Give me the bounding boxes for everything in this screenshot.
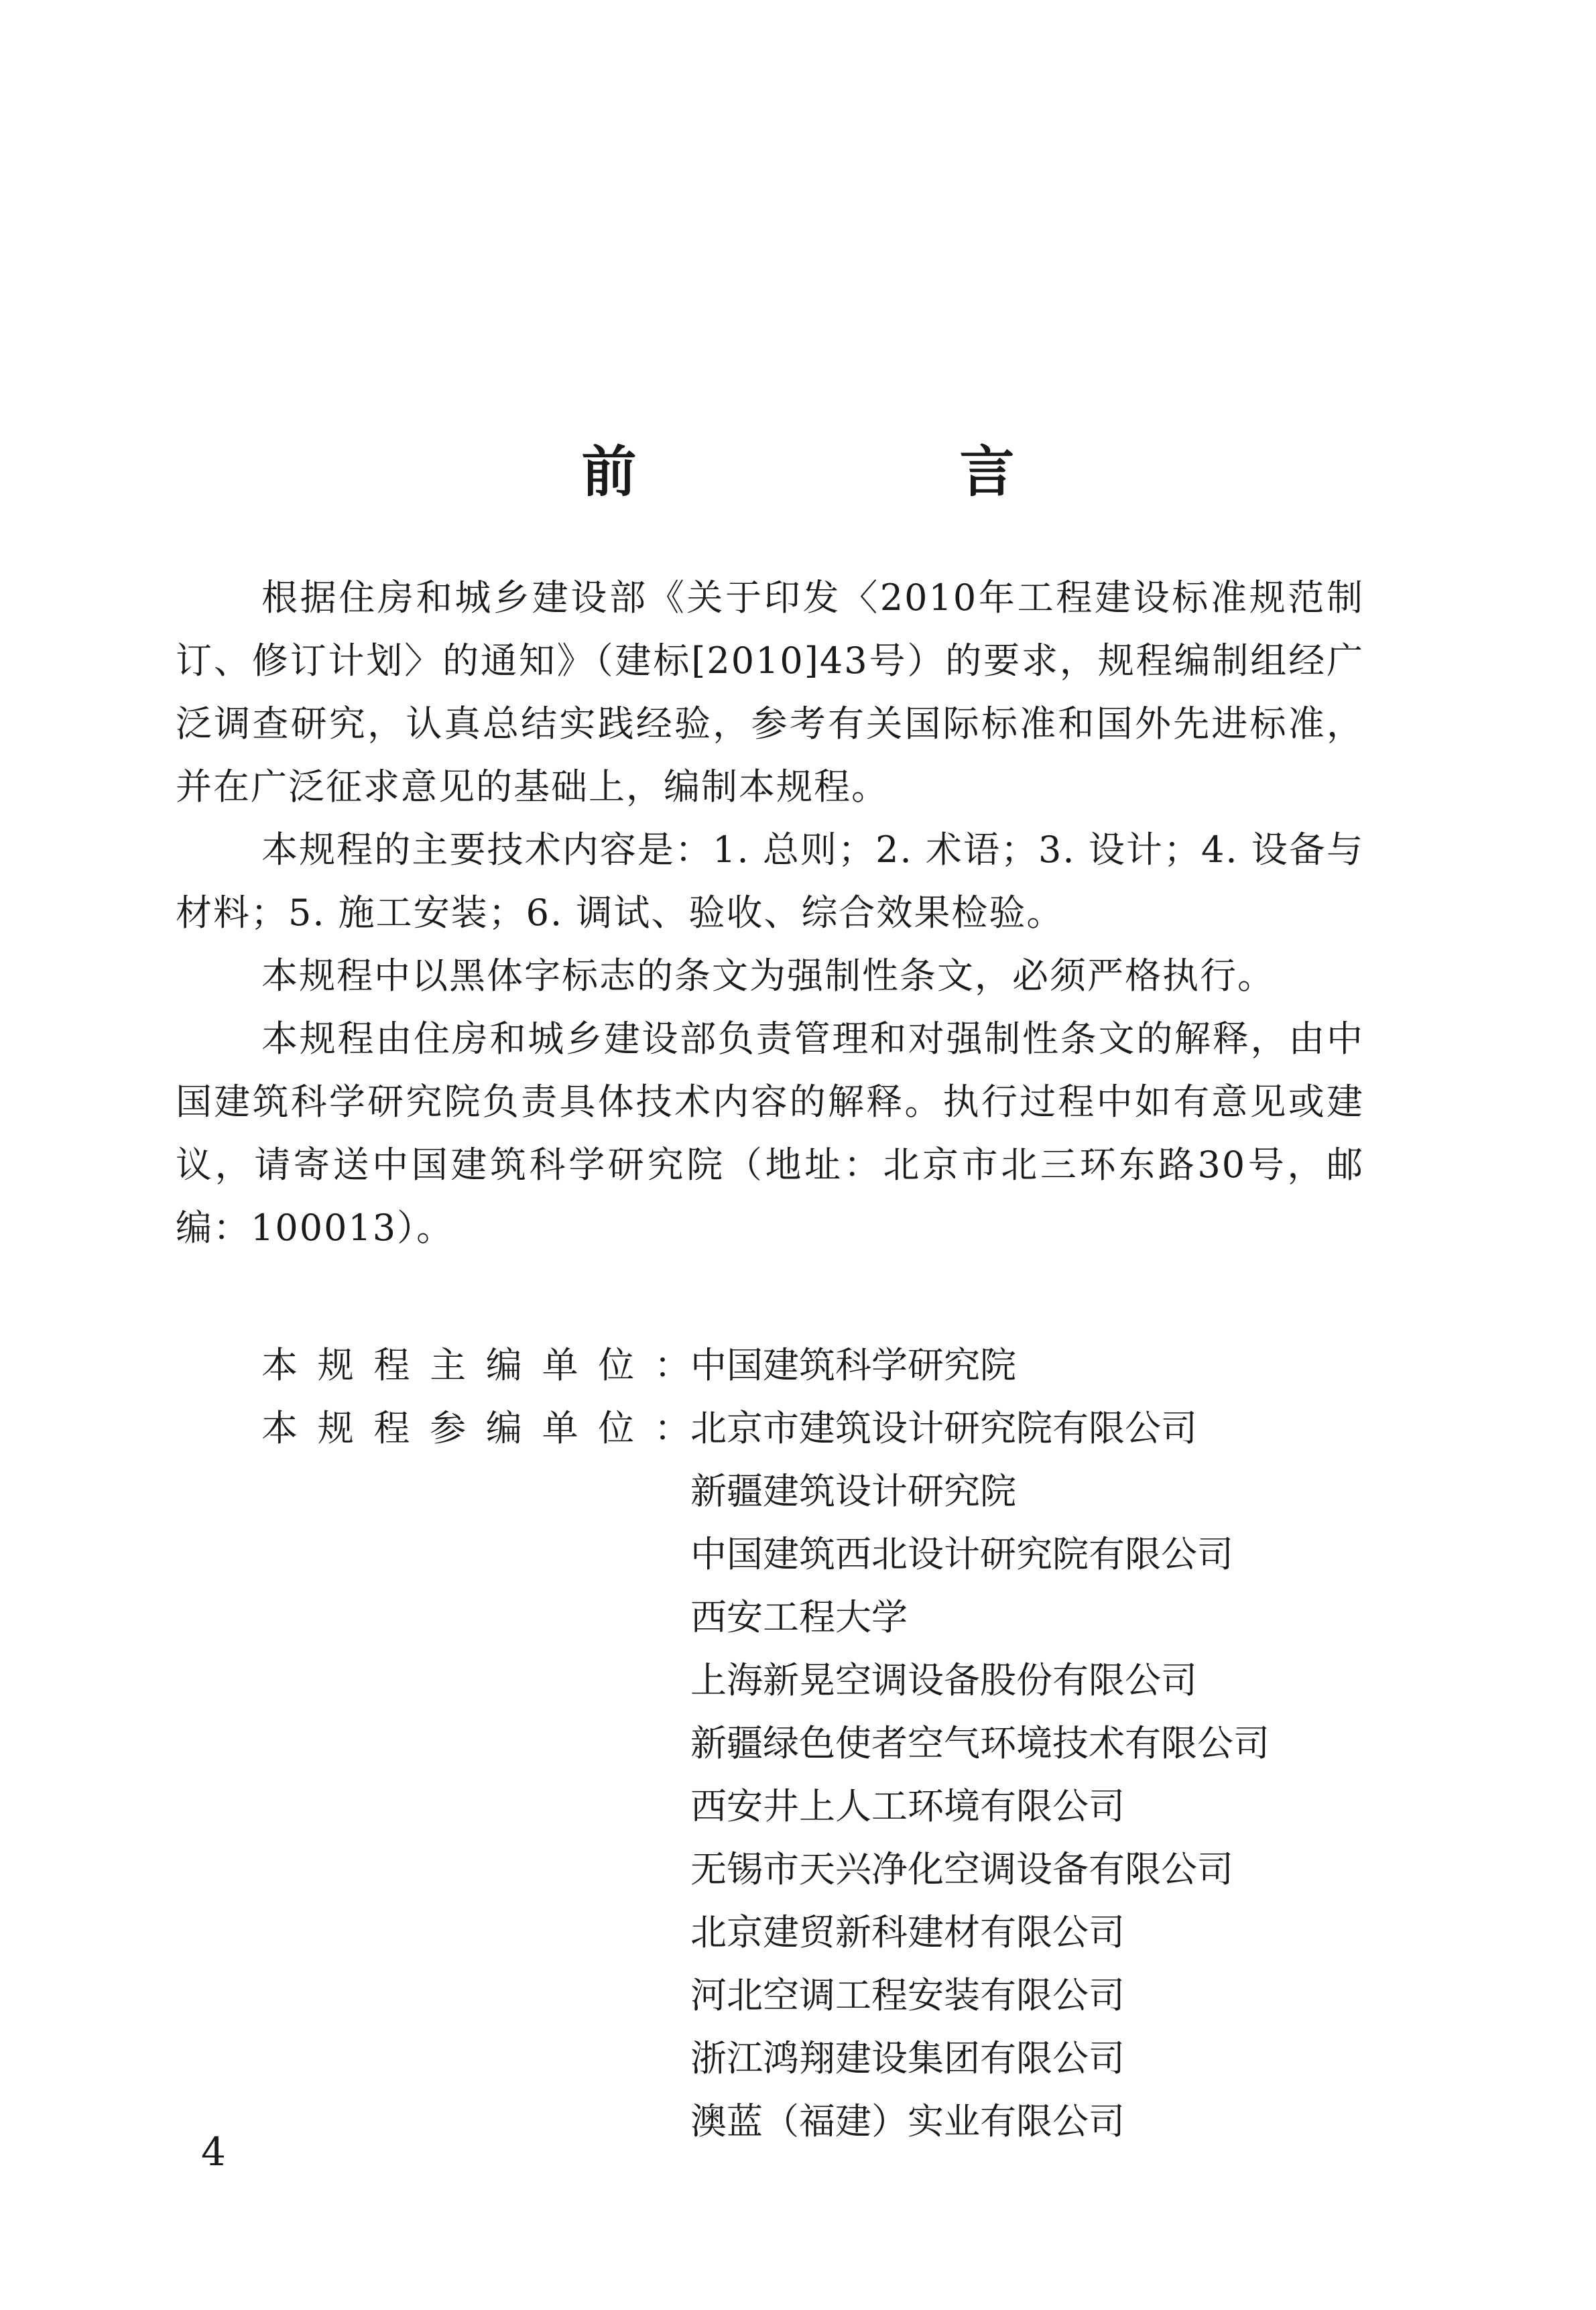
- participating-unit: 澳蓝（福建）实业有限公司: [690, 2100, 1125, 2142]
- participating-unit: 西安井上人工环境有限公司: [690, 1785, 1125, 1827]
- paragraph-management: 本规程由住房和城乡建设部负责管理和对强制性条文的解释，由中国建筑科学研究院负责具体技术内容的解释。执行过程中如有意见或建议，请寄送中国建筑科学研究院（地址：北京市北三环东路30号，邮编：100013）。: [176, 1018, 1364, 1249]
- participating-unit: 北京市建筑设计研究院有限公司: [690, 1407, 1197, 1449]
- paragraph-basis: 根据住房和城乡建设部《关于印发〈2010年工程建设标准规范制订、修订计划〉的通知》（建标[2010]43号）的要求，规程编制组经广泛调查研究，认真总结实践经验，参考有关国际标准和国外先进标准，并在广泛征求意见的基础上，编制本规程。: [176, 576, 1364, 808]
- participating-unit: 无锡市天兴净化空调设备有限公司: [690, 1848, 1233, 1890]
- participating-unit: 上海新晃空调设备股份有限公司: [690, 1659, 1197, 1701]
- participating-unit: 北京建贸新科建材有限公司: [690, 1911, 1125, 1953]
- foreword-body: [176, 566, 1364, 1260]
- participating-units-label: 本规程参编单位：: [261, 1407, 690, 1449]
- participating-unit: 浙江鸿翔建设集团有限公司: [690, 2037, 1125, 2079]
- chief-unit-label: 本规程主编单位：: [261, 1344, 690, 1386]
- participating-units-row: [261, 1397, 1270, 2153]
- participating-unit: 西安工程大学: [690, 1596, 908, 1638]
- drafting-units: [261, 1334, 1270, 2153]
- page-number: 4: [201, 2129, 226, 2175]
- participating-unit: 中国建筑西北设计研究院有限公司: [690, 1533, 1233, 1575]
- paragraph-mandatory: 本规程中以黑体字标志的条文为强制性条文，必须严格执行。: [261, 955, 1275, 997]
- paragraph-main-content: 本规程的主要技术内容是：1. 总则；2. 术语；3. 设计；4. 设备与材料；5. 施工安装；6. 调试、验收、综合效果检验。: [176, 829, 1364, 934]
- participating-unit: 河北空调工程安装有限公司: [690, 1974, 1125, 2016]
- participating-unit: 新疆建筑设计研究院: [690, 1470, 1016, 1512]
- participating-units-list: [690, 1397, 1270, 2153]
- chief-unit-value: 中国建筑科学研究院: [690, 1344, 1016, 1386]
- page-title: 前 言: [581, 440, 1149, 504]
- participating-unit: 新疆绿色使者空气环境技术有限公司: [690, 1722, 1270, 1764]
- chief-unit-row: [261, 1334, 1270, 1397]
